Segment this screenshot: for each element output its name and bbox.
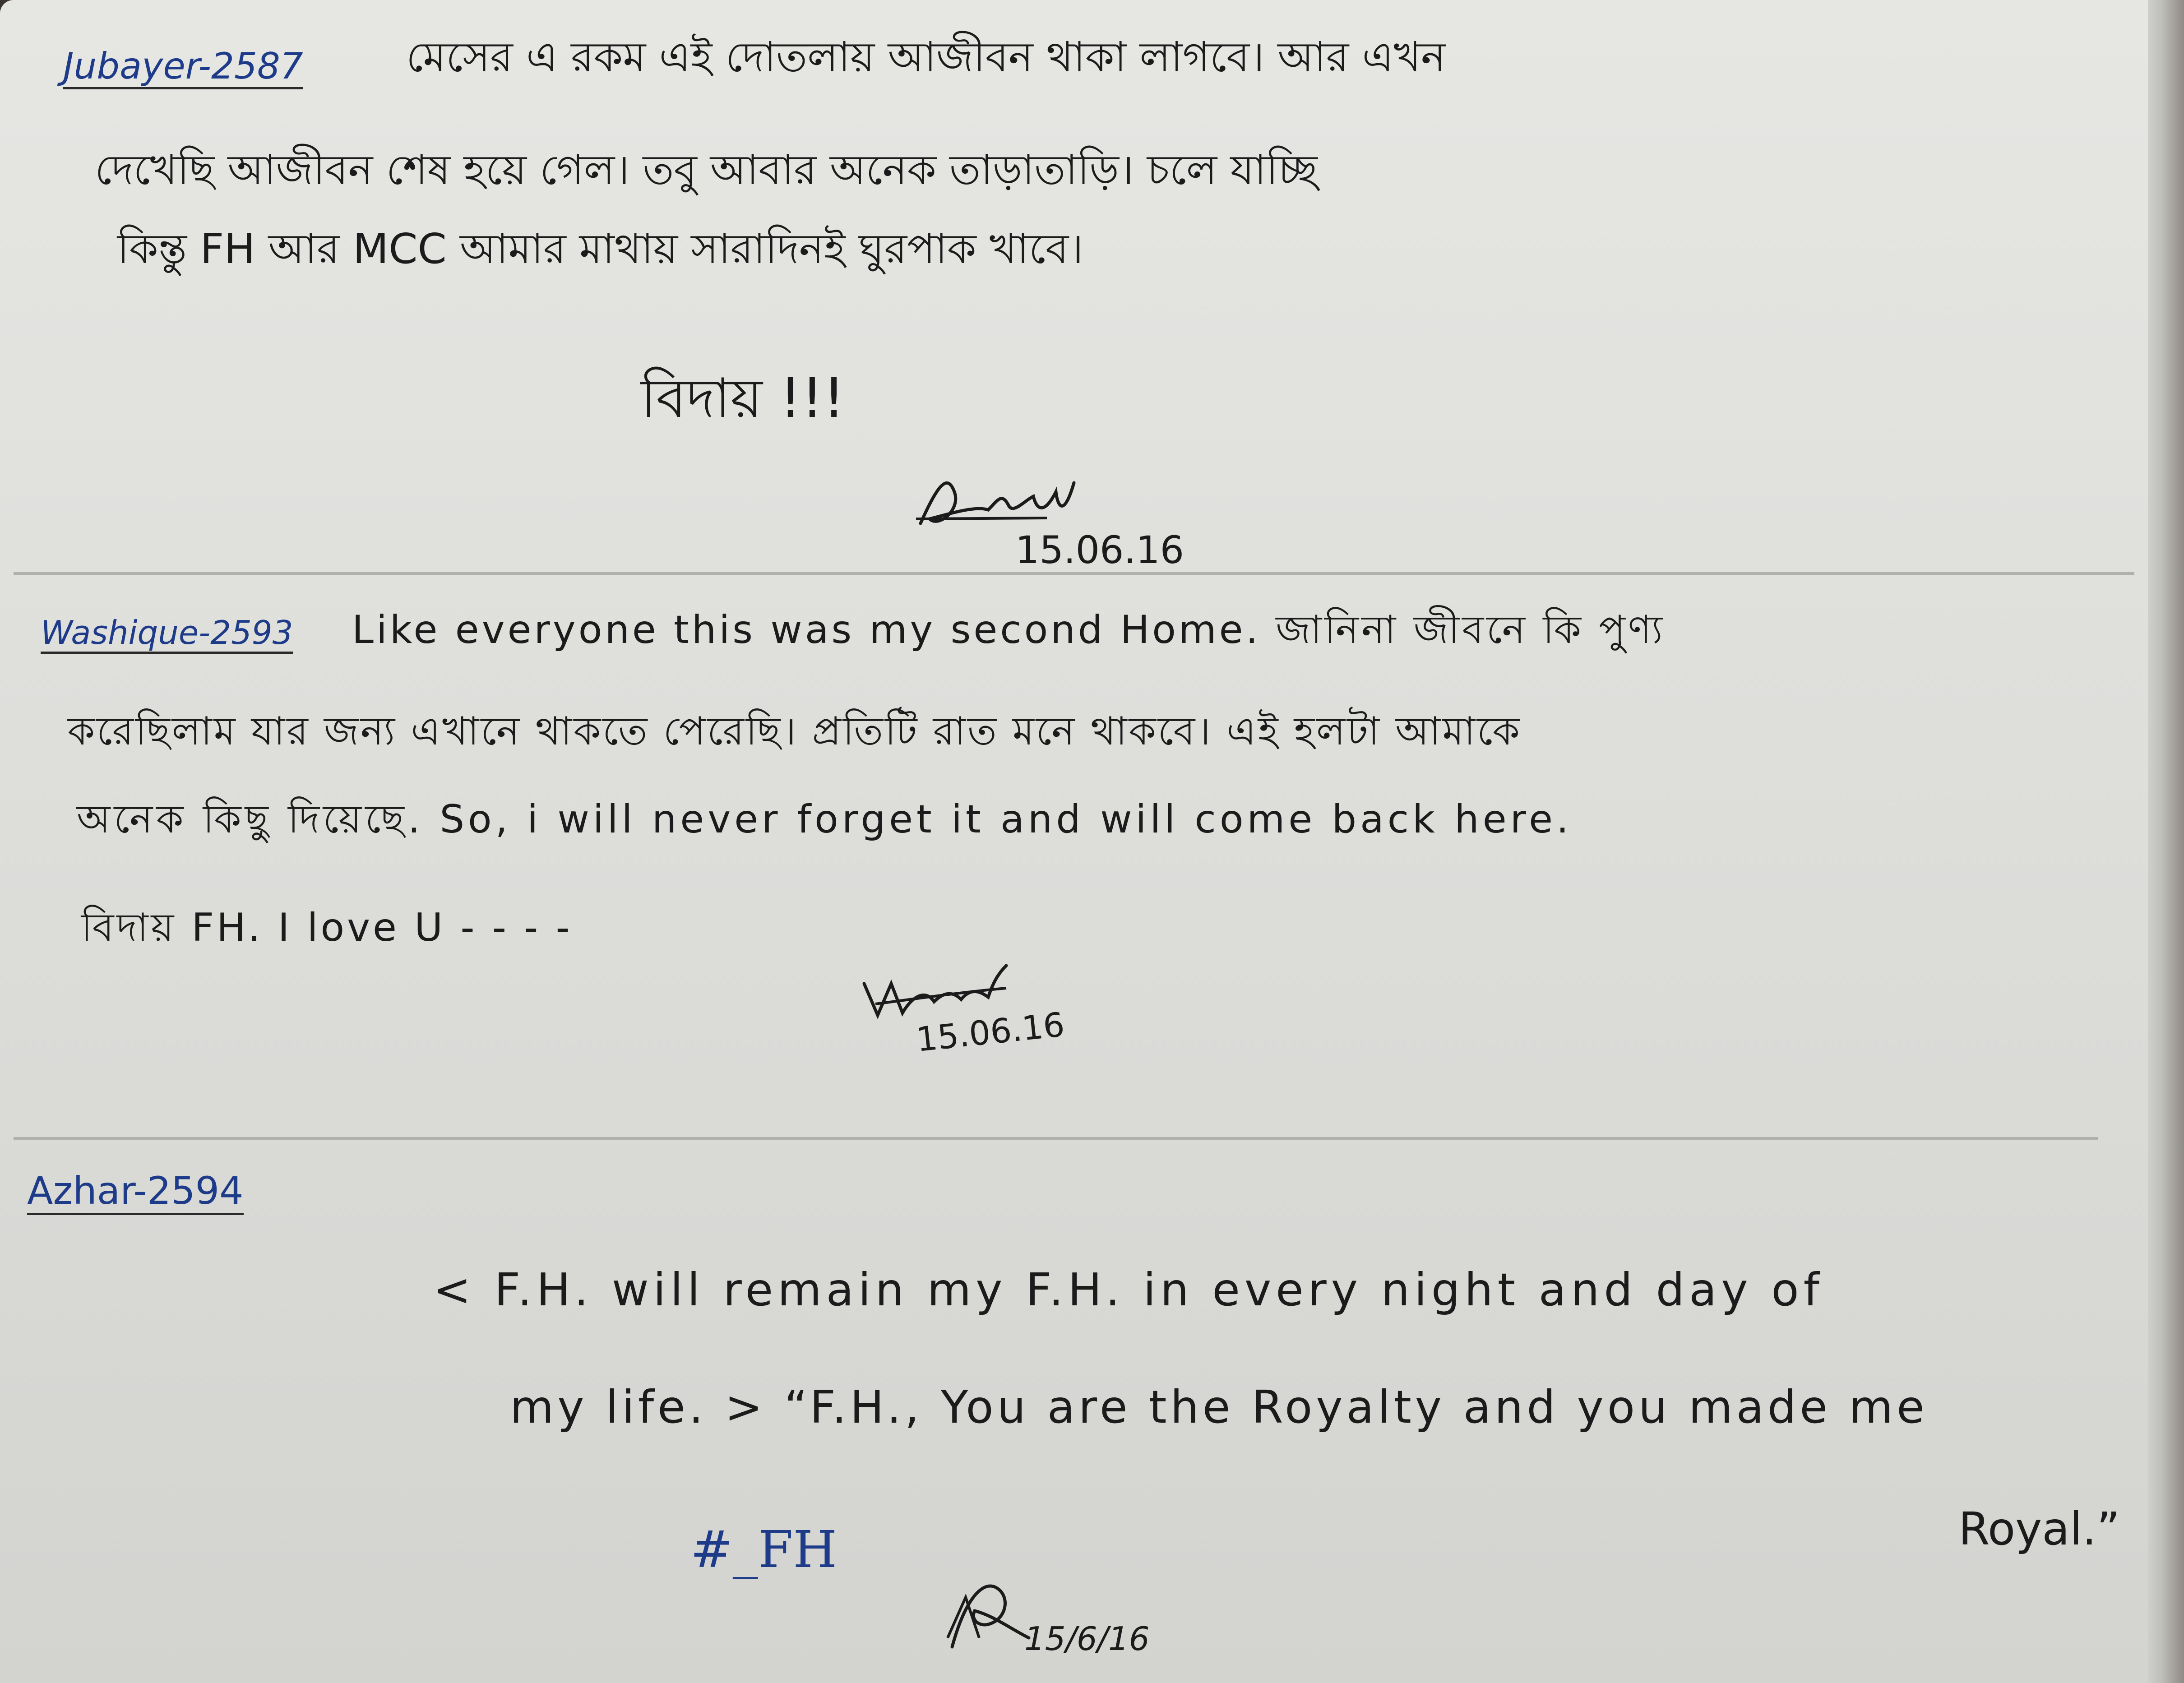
book-page-edge	[2148, 0, 2184, 1683]
entry-1-line-1: মেসের এ রকম এই দোতলায় আজীবন থাকা লাগবে। আর এখন	[406, 33, 1446, 81]
entry-2-line-4: বিদায় FH. I love U - - - -	[81, 905, 573, 950]
entry-2-author: Washique-2593	[41, 614, 293, 654]
entry-3-date: 15/6/16	[1024, 1620, 1150, 1658]
entry-2-date: 15.06.16	[914, 1005, 1067, 1059]
entry-3-hashtag: #_FH	[690, 1521, 838, 1579]
entry-3-line-3: Royal.”	[1958, 1503, 2120, 1555]
entry-2-line-3: অনেক কিছু দিয়েছে. So, i will never forget it and will come back here.	[77, 797, 1573, 842]
entry-1-line-2: দেখেছি আজীবন শেষ হয়ে গেল। তবু আবার অনেক তাড়াতাড়ি। চলে যাচ্ছি	[95, 146, 1318, 194]
entry-3-author: Azhar-2594	[27, 1169, 244, 1215]
entry-2-line-2: করেছিলাম যার জন্য এখানে থাকতে পেরেছি। প্রতিটি রাত মনে থাকবে। এই হলটা আমাকে	[68, 709, 1522, 754]
entry-1-date: 15.06.16	[1015, 528, 1185, 572]
entry-2-line-1: Like everyone this was my second Home. জানিনা জীবনে কি পুণ্য	[352, 607, 1666, 652]
entry-3-line-2: my life. > “F.H., You are the Royalty and you made me	[510, 1381, 1928, 1433]
entry-1-author: Jubayer-2587	[63, 45, 303, 89]
entry-3-line-1: < F.H. will remain my F.H. in every night and day of	[433, 1263, 1824, 1316]
entry-1-line-3: কিন্তু FH আর MCC আমার মাথায় সারাদিনই ঘুরপাক খাবে।	[117, 225, 1084, 273]
entry-divider-2	[14, 1137, 2098, 1140]
entry-divider-1	[14, 572, 2134, 575]
entry-1-farewell: বিদায় !!!	[641, 367, 845, 430]
